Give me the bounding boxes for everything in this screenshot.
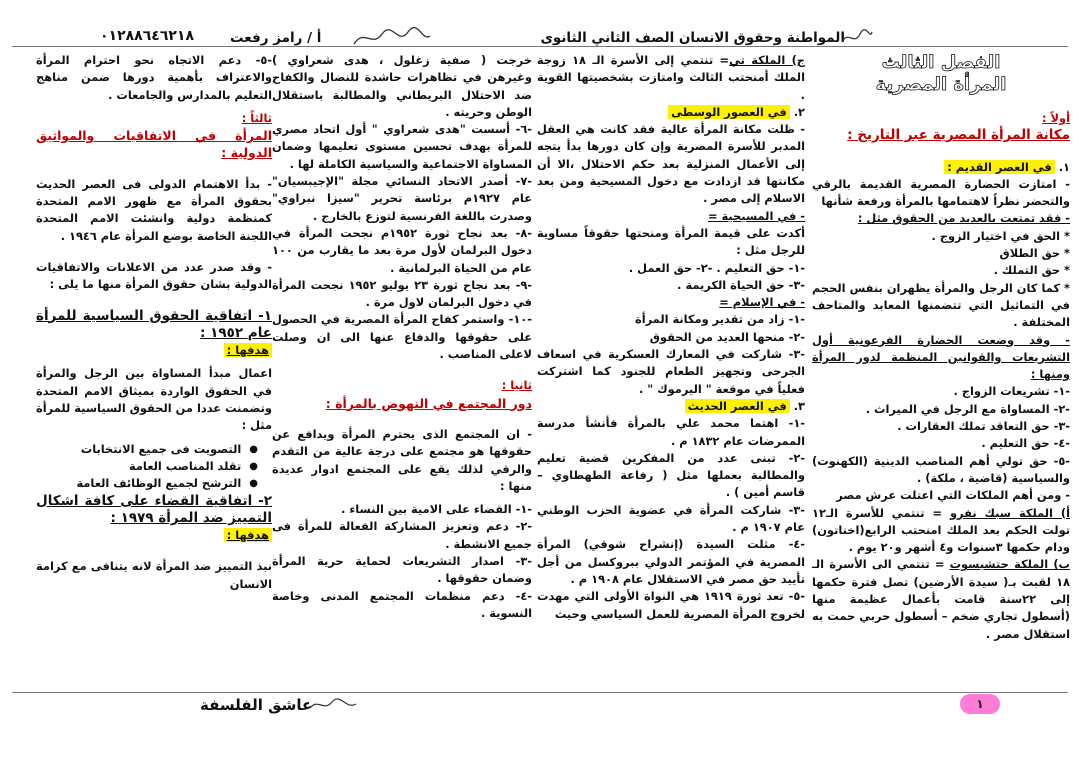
paragraph: خرجت ( صفية زغلول ، هدى شعراوي ) وغيرهن في تظاهرات حاشدة للنضال والكفاح ضد الاحتلال البريطاني والمطالبة باستقلال الوطن وحريته . (272, 53, 532, 119)
queen-entry: أ) الملكة سبك نفرو = تنتمي للأسرة الـ١٢ تولت الحكم بعد الملك امنحتب الرابع(اخناتون) ودام حكمها ٣سنوات و٤ أشهر و٢٠ يوم . (812, 505, 1071, 555)
section-number: أولاً : (1042, 111, 1070, 125)
queen-name: ج) الملكة تي (729, 53, 805, 67)
section-title: مكانة المرأة المصرية عبر التاريخ : (847, 127, 1070, 144)
paragraph: - بدأ الاهتمام الدولى فى العصر الحديث بحقوق المرأة مع ظهور الامم المتحدة كمنظمة دولية وانشئت الامم المتحدة اللجنة الخاصة بوضع المرأة عام ١٩٤٦ . (36, 176, 272, 243)
highlight: في العصر الحديث (685, 399, 790, 413)
chapter-subtitle: المرأة المصرية (875, 74, 1007, 95)
bullet-item: ● تقلد المناصب العامة (128, 458, 258, 473)
list-item: -٨- بعد نجاح ثورة ١٩٥٢م نجحت المرأة في دخول البرلمان لأول مرة بعد ما يقارب من ١٠٠ عام من الحياة البرلمانية . (272, 225, 532, 275)
queen-name: أ) الملكة سبك نفرو (949, 505, 1071, 520)
queen-entry: ب) الملكة حتشبسوت = تنتمي الى الأسرة الـ ١٨ لقبت بـ( سيدة الأرضين) تصل فترة حكمها إلى ٢٢سنة قامت بأعمال عظيمة منها (أسطول تجاري ضخم – أسطول حربي حمت به استقلال مصر . (812, 557, 1070, 641)
highlight: في العصر القديم : (944, 160, 1055, 174)
column-1 (812, 52, 1070, 643)
goal-label: هدفها : (224, 528, 272, 542)
page-header (0, 8, 1080, 48)
paragraph: - ومن أهم الملكات التي اعتلت عرش مصر (836, 488, 1070, 503)
list-item: -٤- مثلت السيدة (إنشراح شوقي) المرأة المصرية في المؤتمر الدولي ببروكسل من أجل تأييد حق مصر في الاستقلال عام ١٩٠٨ م . (537, 537, 805, 586)
section-number: ثانيا : (501, 378, 532, 393)
list-item: -١- زاد من تقدير ومكانة المرأة (634, 312, 805, 327)
paragraph: - ان المجتمع الذى يحترم المرأة ويدافع عن حقوقها هو مجتمع على درجة عالية من التقدم والرقي لذلك يقع على المجتمع ادوار عديدة منها : (272, 426, 532, 493)
paragraph: * كما كان الرجل والمرأة يظهران بنفس الحجم في التماثيل التي تتضمنها المعابد والمتاحف المختلفة . (812, 280, 1070, 330)
column-3 (272, 52, 532, 622)
list-item: -٥- حق تولي أهم المناصب الدينية (الكهنوت) والسياسية (قاضية ، ملكة) . (812, 453, 1070, 485)
list-item: -٥- دعم الاتجاه نحو احترام المرأة والاعتراف بأهمية دورها ضمن مناهج التعليم بالمدارس والجامعات . (36, 53, 272, 102)
list-item: -٦- أسست "هدى شعراوي " أول اتحاد مصري للمرأة بهدف تحسين مستوى تعليمها وضمان المساواة الاجتماعية والسياسية الكاملة لها . (272, 122, 532, 171)
page-number: ١ (960, 694, 1000, 714)
signature-icon (840, 26, 874, 48)
bullet-item: ● التصويت فى جميع الانتخابات (80, 441, 258, 456)
paragraph: - امتازت الحضارة المصرية القديمة بالرقي والتحضر نظراً لاهتمامها بالمرأة ورفعة شأنها (812, 176, 1070, 209)
queen-name: ب) الملكة حتشبسوت (949, 557, 1070, 572)
era-heading: ٢. في العصور الوسطى (537, 104, 805, 121)
page-title: المواطنة وحقوق الانسان الصف الثاني الثانوى (540, 30, 845, 46)
list-item: -١- اهتما محمد علي بالمرأة فأنشأ مدرسة الممرضات عام ١٨٣٢ م . (537, 416, 805, 448)
goal-label: هدفها : (224, 343, 272, 357)
divider (12, 46, 1068, 47)
list-item: -٥- تعد ثورة ١٩١٩ هي النواة الأولى التي مهدت لخروج المرأة المصرية للعمل السياسي وحيث (537, 589, 805, 621)
list-item: -٤- حق التعليم . (981, 436, 1070, 451)
list-item: -٣- حق التعاقد تملك العقارات . (897, 419, 1070, 434)
list-item: -١- القضاء على الامية بين النساء . (341, 502, 532, 517)
list-item: -١٠- واستمر كفاح المرأة المصرية في الحصول على حقوقها والدفاع عنها الى ان وصلت لاعلى المناصب . (272, 312, 532, 362)
author-name: أ / رامز رفعت (230, 30, 322, 46)
list-item: * حق التملك . (993, 263, 1070, 278)
chapter-title: الفصل الثالث (881, 52, 1001, 73)
section-title: المرأة في الاتفاقيات والمواثيق الدولية : (36, 128, 272, 161)
era-heading: ٣. في العصر الحديث (537, 398, 805, 415)
subheading: - في الإسلام = (719, 295, 805, 310)
subheading: - في المسيحية = (708, 208, 805, 223)
list-item: -٤- دعم منظمات المجتمع المدنى وخاصة النسوية . (272, 588, 532, 620)
agreement-title: ٢- اتفاقية القضاء على كافة اشكال التمييز ضد المرأة ١٩٧٩ : (36, 492, 272, 526)
highlight: في العصور الوسطى (668, 105, 790, 119)
list-item: * الحق في اختيار الزوج . (931, 228, 1070, 243)
list-item: -٢- المساواة مع الرجل في الميراث . (865, 401, 1070, 416)
paragraph: - وقد صدر عدد من الاعلانات والاتفاقيات الدولية بشان حقوق المرأة منها ما يلى : (36, 259, 272, 292)
list-item: -٣- اصدار التشريعات لحماية حرية المرأة وضمان حقوقها . (272, 554, 532, 586)
list-item: -٣- حق الحياة الكريمة . (677, 277, 805, 292)
list-item: -١- حق التعليم . -٢- حق العمل . (628, 260, 805, 275)
bullet-item: ● الترشح لجميع الوظائف العامة (76, 476, 258, 491)
column-4 (36, 52, 272, 593)
era-heading: ١. في العصر القديم : (812, 159, 1070, 176)
column-2 (537, 52, 805, 623)
paragraph: أكدت على قيمة المرأة ومنحتها حقوقاً مساوية للرجل مثل : (537, 225, 805, 258)
paragraph: - فقد تمتعت بالعديد من الحقوق مثل : (857, 211, 1070, 226)
list-item: -٢- منحها العديد من الحقوق (649, 329, 805, 344)
agreement-title: ١- اتفاقية الحقوق السياسية للمرأة عام ١٩٥٢ : (36, 307, 272, 341)
divider (12, 692, 1068, 693)
paragraph: - ظلت مكانة المرأة عالية فقد كانت هي العقل المدبر للأسرة المصرية وإن كان دورها بدأ يتجه إلى الأعمال المنزلية بعد حكم الاحتلال ،الا أن مكانتها قد ازدادت مع دخول المسيحية ومن بعد الاسلام إلى مصر . (537, 122, 805, 206)
list-item: -١- تشريعات الزواج . (953, 384, 1070, 399)
list-item: -٣- شاركت في المعارك العسكرية في اسعاف الجرحى وتجهيز الطعام للجنود كما اشتركت فعلياً في موقعة " اليرموك " . (537, 347, 805, 396)
footer-text: عاشق الفلسفة (200, 696, 313, 714)
list-item: -٢- تبنى عدد من المفكرين قضية تعليم والمطالبة بعملها مثل ( رفاعة الطهطاوي – قاسم أمين ) . (537, 450, 805, 500)
phone-number: ٠١٢٨٨٦٤٦٢١٨ (100, 28, 194, 44)
section-number: ثالثاً : (241, 110, 272, 125)
list-item: -٩- بعد نجاح ثورة ٢٣ يوليو ١٩٥٢ نجحت المرأة في دخول البرلمان لاول مرة . (272, 277, 532, 310)
list-item: * حق الطلاق (999, 246, 1070, 261)
list-item: -٢- دعم وتعزيز المشاركة الفعالة للمرأة فى جميع الانشطة . (272, 519, 532, 551)
signature-icon (308, 696, 358, 714)
list-item: -٧- أصدر الاتحاد النسائي مجلة "الإجيبسيان" عام ١٩٢٧م برئاسة تحرير "سيزا نبراوي" وصدرت باللغة الفرنسية لتوزع بالخارج . (272, 174, 532, 223)
paragraph: - وقد وضعت الحضارة الفرعونية أول التشريعات والقوانين المنظمة لدور المرأة ومنها : (812, 332, 1070, 382)
paragraph: اعمال مبدأ المساواة بين الرجل والمرأة في الحقوق الواردة بميثاق الامم المتحدة وتضمنت عددا من الحقوق السياسية للمرأة مثل : (36, 366, 272, 433)
paragraph: نبذ التمييز ضد المرأة لانه يتنافى مع كرامة الانسان (36, 559, 272, 591)
queen-entry: ج) الملكة تي= تنتمي إلى الأسرة الـ ١٨ زوجة الملك أمنحتب الثالث وامتازت بشخصيتها القوية . (537, 53, 805, 102)
list-item: -٣- شاركت المرأة في عضوية الحزب الوطني عام ١٩٠٧ م . (537, 502, 805, 535)
section-title: دور المجتمع في النهوض بالمرأة : (325, 395, 532, 411)
